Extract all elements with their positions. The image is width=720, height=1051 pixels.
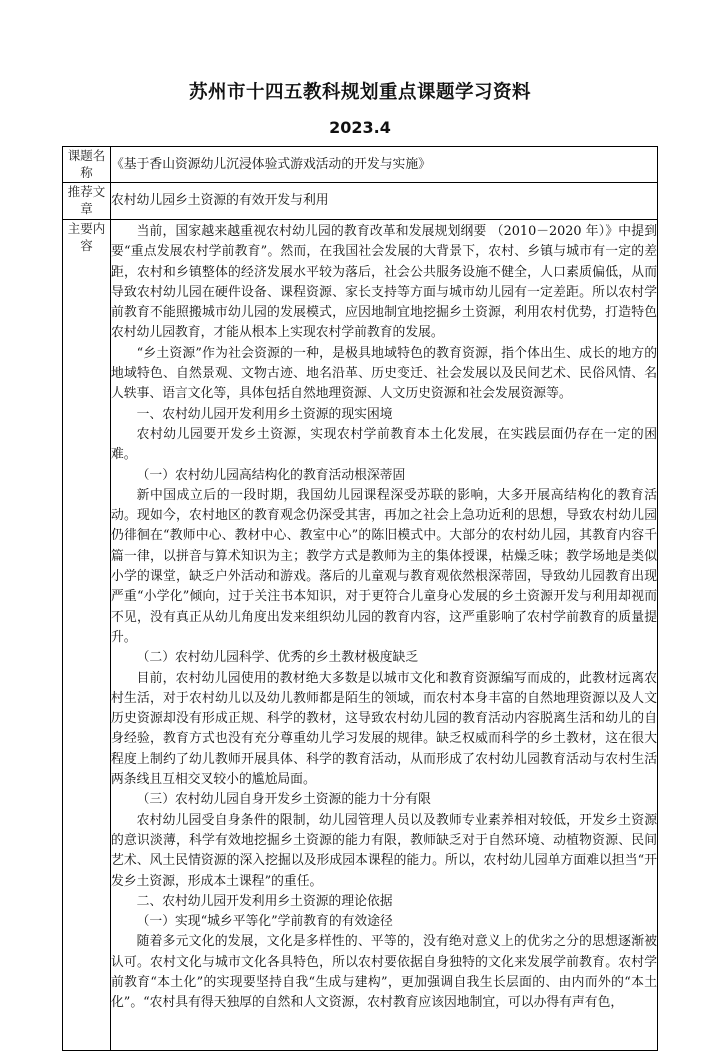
table-row-topic (63, 147, 658, 183)
paragraph: 农村幼儿园要开发乡土资源，实现农村学前教育本土化发展，在实践层面仍存在一定的困难。 (111, 426, 657, 463)
table-row-recommended (63, 183, 658, 220)
recommended-value: 农村幼儿园乡土资源的有效开发与利用 (111, 183, 658, 220)
subsection-heading: （一）农村幼儿园高结构化的教育活动根深蒂固 (136, 467, 406, 483)
paragraph: 当前，国家越来越重视农村幼儿园的教育改革和发展规划纲要 （2010－2020 年）》中提到要“重点发展农村学前教育”。然而，在我国社会发展的大背景下，农村、乡镇与城市有一定的差距，农村和乡镇整体的经济发展水平较为落后，社会公共服务设施不健全，人口素质偏低，从而导致农村幼儿园在硬件设备、课程资源、家长支持等方面与城市幼儿园有一定差距。所以农村学前教育不能照搬城市幼儿园的发展模式，应因地制宜地挖掘乡土资源，利用农村优势，打造特色农村幼儿园教育，才能从根本上实现农村学前教育的发展。 (111, 224, 657, 341)
content-label: 主要内容 (63, 220, 111, 1051)
content-cell (111, 220, 658, 1051)
section-heading: 一、农村幼儿园开发利用乡土资源的现实困境 (136, 406, 393, 422)
info-table (62, 146, 658, 1051)
section-heading: 二、农村幼儿园开发利用乡土资源的理论依据 (136, 893, 393, 909)
paragraph: “乡土资源”作为社会资源的一种，是极具地域特色的教育资源，指个体出生、成长的地方的地域特色、自然景观、文物古迹、地名沿革、历史变迁、社会发展以及民间艺术、民俗风情、名人轶事、语言文化等，具体包括自然地理资源、人文历史资源和社会发展资源等。 (111, 345, 657, 402)
document-title: 苏州市十四五教科规划重点课题学习资料 (188, 82, 531, 103)
paragraph: 随着多元文化的发展，文化是多样性的、平等的，没有绝对意义上的优劣之分的思想逐渐被认可。农村文化与城市文化各具特色，所以农村要依据自身独特的文化来发展学前教育。农村学前教育“本土化”的实现要坚持自我“生成与建构”，更加强调自我生长层面的、由内而外的“本土化”。“农村具有得天独厚的自然和人文资源，农村教育应该因地制宜，可以办得有声有色， (111, 934, 657, 1011)
topic-label: 课题名称 (63, 147, 111, 183)
subsection-heading: （三）农村幼儿园自身开发乡土资源的能力十分有限 (136, 792, 431, 808)
paragraph: 农村幼儿园受自身条件的限制，幼儿园管理人员以及教师专业素养相对较低，开发乡土资源的意识淡薄，科学有效地挖掘乡土资源的能力有限，教师缺乏对于自然环境、动植物资源、民间艺术、风土民情资源的深入挖掘以及形成园本课程的能力。所以，农村幼儿园单方面难以担当“开发乡土资源，形成本土课程”的重任。 (111, 812, 657, 889)
recommended-label: 推荐文章 (63, 183, 111, 220)
topic-value: 《基于香山资源幼儿沉浸体验式游戏活动的开发与实施》 (111, 147, 658, 183)
paragraph: 新中国成立后的一段时期，我国幼儿园课程深受苏联的影响，大多开展高结构化的教育活动。现如今，农村地区的教育观念仍深受其害，再加之社会上急功近利的思想，导致农村幼儿园仍徘徊在“教师中心、教材中心、教室中心”的陈旧模式中。大部分的农村幼儿园，其教育内容千篇一律，以拼音与算术知识为主；教学方式是教师为主的集体授课，枯燥乏味；教学场地是类似小学的课堂，缺乏户外活动和游戏。落后的儿童观与教育观依然根深蒂固，导致幼儿园教育出现严重“小学化”倾向，过于关注书本知识，对于更符合儿童身心发展的乡土资源开发与利用却视而不见，没有真正从幼儿角度出发来组织幼儿园的教育内容，这严重影响了农村学前教育的质量提升。 (111, 487, 657, 645)
subsection-heading: （二）农村幼儿园科学、优秀的乡土教材极度缺乏 (136, 650, 419, 666)
table-row-content (63, 220, 658, 1051)
paragraph: 目前，农村幼儿园使用的教材绝大多数是以城市文化和教育资源编写而成的，此教材远离农村生活，对于农村幼儿以及幼儿教师都是陌生的领域，而农村本身丰富的自然地理资源以及人文历史资源却没有形成正规、科学的教材，这导致农村幼儿园的教育活动内容脱离生活和幼儿的自身经验，教育方式也没有充分尊重幼儿学习发展的规律。缺乏权威而科学的乡土教材，这在很大程度上制约了幼儿教师开展具体、科学的教育活动，从而形成了农村幼儿园教育活动与农村生活两条线且互相交叉较小的尴尬局面。 (111, 670, 657, 788)
subsection-heading: （一）实现“城乡平等化”学前教育的有效途径 (136, 914, 393, 930)
document-date: 2023.4 (329, 118, 391, 137)
content-body (111, 220, 657, 1048)
